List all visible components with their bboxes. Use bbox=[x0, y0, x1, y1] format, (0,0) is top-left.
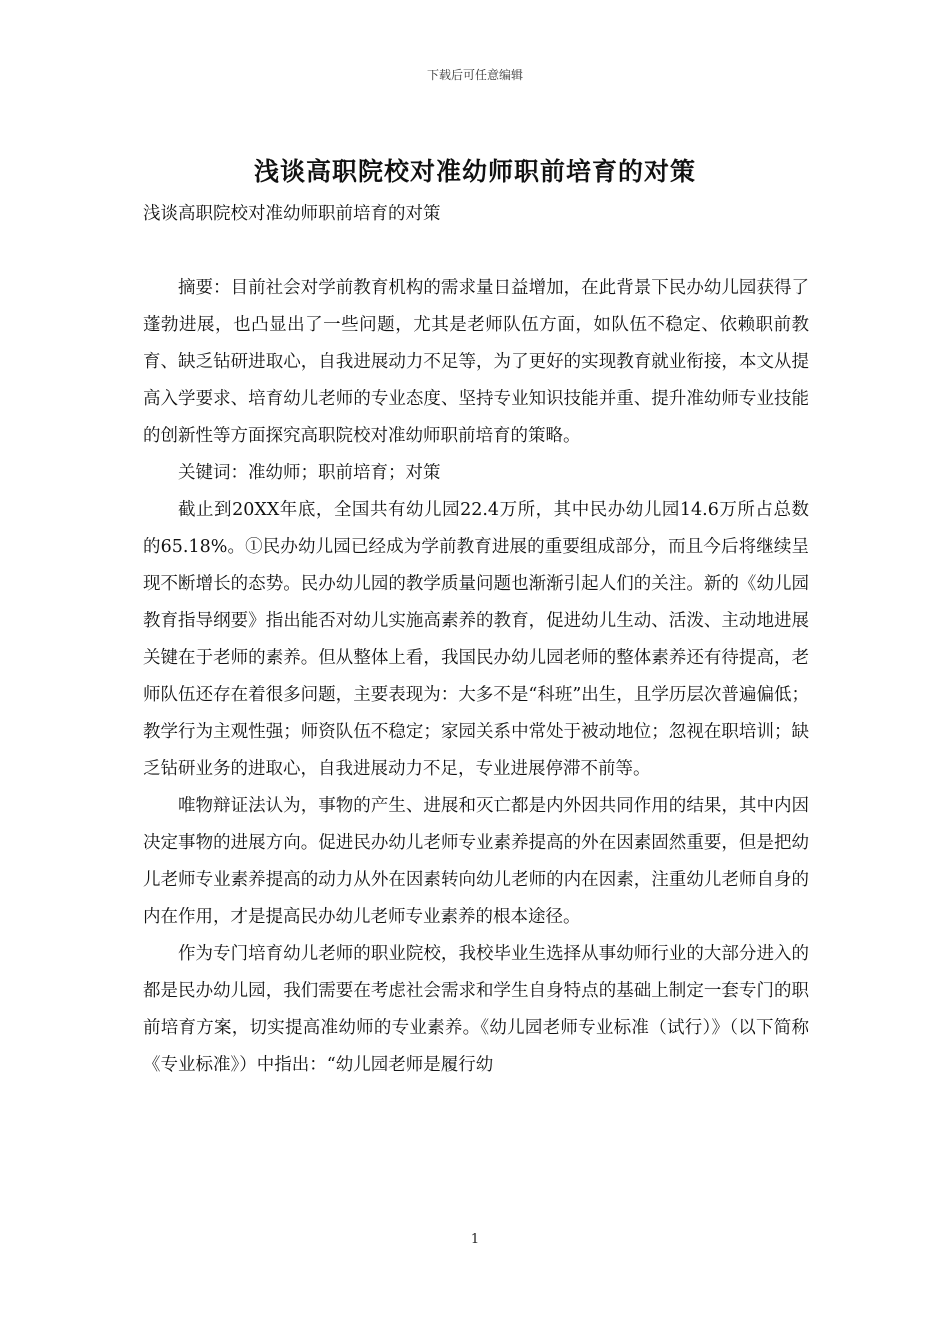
abstract-paragraph: 摘要：目前社会对学前教育机构的需求量日益增加，在此背景下民办幼儿园获得了蓬勃进展，也凸显出了一些问题，尤其是老师队伍方面，如队伍不稳定、依赖职前教育、缺乏钻研进取心，自我进展动力不足等，为了更好的实现教育就业衔接，本文从提高入学要求、培育幼儿老师的专业态度、坚持专业知识技能并重、提升准幼师专业技能的创新性等方面探究高职院校对准幼师职前培育的策略。 bbox=[143, 278, 809, 446]
body-paragraph: 唯物辩证法认为，事物的产生、进展和灭亡都是内外因共同作用的结果，其中内因决定事物的进展方向。促进民办幼儿老师专业素养提高的外在因素固然重要，但是把幼儿老师专业素养提高的动力从外在因素转向幼儿老师的内在因素，注重幼儿老师自身的内在作用，才是提高民办幼儿老师专业素养的根本途径。 bbox=[143, 796, 809, 927]
keywords-paragraph: 关键词：准幼师；职前培育；对策 bbox=[178, 463, 441, 483]
body-paragraph: 截止到20XX年底，全国共有幼儿园22.4万所，其中民办幼儿园14.6万所占总数的65.18%。①民办幼儿园已经成为学前教育进展的重要组成部分，而且今后将继续呈现不断增长的态势。民办幼儿园的教学质量问题也渐渐引起人们的关注。新的《幼儿园教育指导纲要》指出能否对幼儿实施高素养的教育，促进幼儿生动、活泼、主动地进展关键在于老师的素养。但从整体上看，我国民办幼儿园老师的整体素养还有待提高，老师队伍还存在着很多问题，主要表现为：大多不是“科班”出生，且学历层次普遍偏低；教学行为主观性强；师资队伍不稳定；家园关系中常处于被动地位；忽视在职培训；缺乏钻研业务的进取心，自我进展动力不足，专业进展停滞不前等。 bbox=[143, 500, 809, 779]
body-paragraph: 作为专门培育幼儿老师的职业院校，我校毕业生选择从事幼师行业的大部分进入的都是民办幼儿园，我们需要在考虑社会需求和学生自身特点的基础上制定一套专门的职前培育方案，切实提高准幼师的专业素养。《幼儿园老师专业标准（试行）》（以下简称《专业标准》）中指出：“幼儿园老师是履行幼 bbox=[143, 944, 809, 1075]
page-number: 1 bbox=[470, 1232, 480, 1247]
document-title: 浅谈高职院校对准幼师职前培育的对策 bbox=[253, 157, 696, 186]
page-header-note: 下载后可任意编辑 bbox=[426, 68, 523, 82]
document-body bbox=[143, 196, 809, 1084]
document-subtitle: 浅谈高职院校对准幼师职前培育的对策 bbox=[143, 204, 441, 224]
